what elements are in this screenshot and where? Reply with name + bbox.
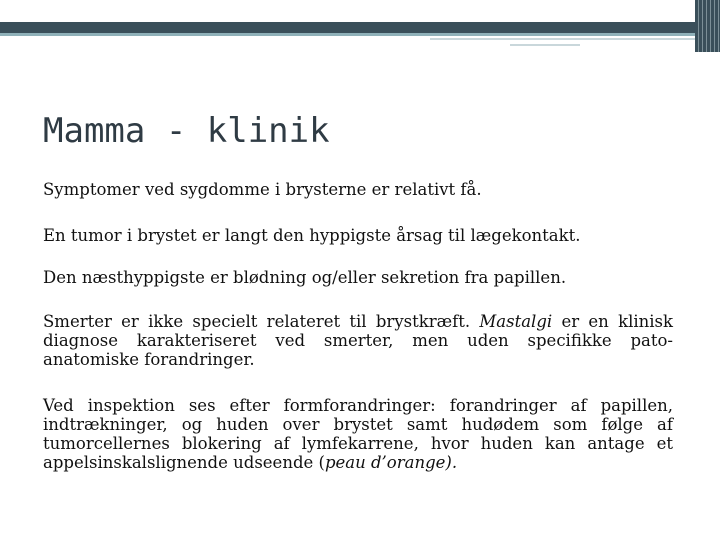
paragraph-inspection	[43, 396, 673, 472]
header-thin-line-short	[510, 44, 580, 46]
header-top-area	[0, 0, 695, 22]
paragraph-tumor: En tumor i brystet er langt den hyppigste årsag til lægekontakt.	[43, 226, 581, 245]
inspection-text-start: Ved inspektion ses efter formforandringer: forandringer af papillen, indtrækninger, og huden over brystet samt hudødem som følge af tumorcellernes blokering af lymfekarrene, hvor huden kan antage et appelsinskalslignende udseende (	[43, 396, 673, 472]
peau-dorange-term: peau d’orange).	[324, 453, 458, 472]
mastalgi-term: Mastalgi	[479, 312, 553, 331]
header-band	[0, 22, 695, 33]
paragraph-pain	[43, 312, 673, 369]
pain-text-start: Smerter er ikke specielt relateret til brystkræft.	[43, 312, 480, 331]
header-corner-stripes	[698, 0, 720, 52]
slide-title: Mamma - klinik	[43, 111, 330, 151]
paragraph-bleeding: Den næsthyppigste er blødning og/eller sekretion fra papillen.	[43, 268, 567, 287]
header-thin-line	[430, 38, 695, 40]
pain-text-end: er en klinisk diagnose karakteriseret ved smerter, men uden specifikke pato-anatomiske forandringer.	[43, 312, 673, 369]
header-accent-line	[0, 33, 695, 36]
paragraph-symptoms: Symptomer ved sygdomme i brysterne er relativt få.	[43, 180, 482, 199]
